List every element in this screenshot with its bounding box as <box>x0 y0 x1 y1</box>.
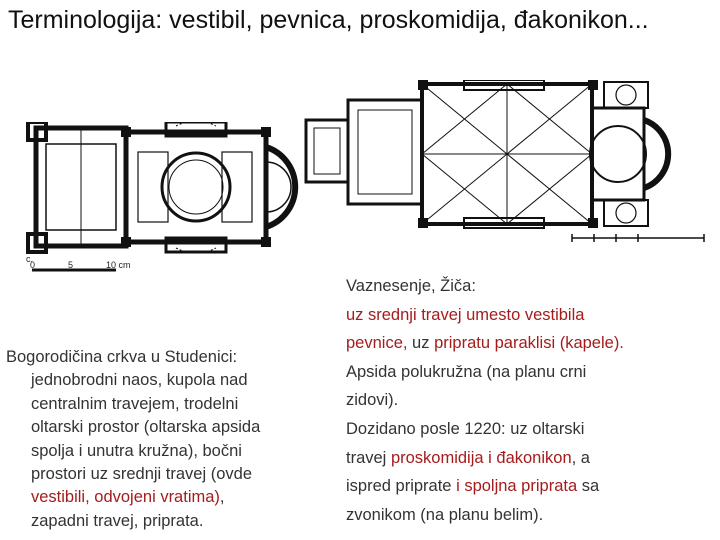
zica-caption-text: ispred priprate <box>346 477 457 496</box>
zica-caption-text: Dozidano posle 1220: <box>346 419 511 438</box>
zica-caption-line <box>346 386 624 415</box>
studenica-caption-text: centralnim travejem, trodelni <box>31 394 239 413</box>
zica-caption-text: Apsida polukružna (na planu crni <box>346 362 587 381</box>
studenica-caption-text: jednobrodni naos, kupola nad <box>31 371 248 390</box>
studenica-caption-line <box>6 393 260 416</box>
studenica-caption-line <box>6 369 260 392</box>
zica-caption-line <box>346 415 624 444</box>
zica-caption-text: pripratu paraklisi (kapele). <box>434 334 624 353</box>
scale-label-0: 0 <box>30 260 36 270</box>
zica-caption-line <box>346 301 624 330</box>
slide-title: Terminologija: vestibil, pevnica, proskomidija, đakonikon... <box>8 6 649 34</box>
studenica-caption-text: zapadni travej, priprata. <box>31 511 204 530</box>
studenica-floor-plan <box>26 122 308 280</box>
zica-caption-text: zidovi). <box>346 391 399 410</box>
plan-marker-label: c. <box>26 254 34 264</box>
scale-label-5: 5 <box>68 260 74 270</box>
zica-caption-text: zvonikom (na planu belim). <box>346 505 544 524</box>
studenica-caption-line <box>6 440 260 463</box>
studenica-caption-text: prostori uz srednji travej (ovde <box>31 465 253 484</box>
zica-caption-line <box>346 501 624 530</box>
zica-caption-line <box>346 272 624 301</box>
zica-floor-plan <box>304 80 716 248</box>
zica-caption-line <box>346 329 624 358</box>
studenica-caption-text: spolja i unutra kružna), bočni <box>31 441 242 460</box>
studenica-caption-text: , <box>219 488 225 507</box>
studenica-caption-line <box>6 463 260 486</box>
zica-caption-text: i spoljna priprata <box>456 477 578 496</box>
zica-caption-text: , a <box>571 448 590 467</box>
zica-caption-text: travej <box>346 448 391 467</box>
studenica-caption-text: vestibili, odvojeni vratima) <box>31 488 220 507</box>
studenica-caption-line <box>6 510 260 533</box>
studenica-caption-text: Bogorodičina crkva u Studenici: <box>6 348 238 366</box>
zica-caption-text: uz <box>412 334 435 353</box>
zica-caption-line <box>346 444 624 473</box>
zica-caption <box>346 272 624 529</box>
studenica-caption-text: oltarski prostor (oltarska apsida <box>31 418 261 437</box>
zica-caption-text: sa <box>577 477 600 496</box>
zica-caption-text: Vaznesenje, Žiča: <box>346 277 476 295</box>
studenica-caption-line <box>6 346 260 369</box>
zica-caption-text: pevnice, <box>346 334 413 353</box>
scale-label-10: 10 cm <box>106 260 131 270</box>
studenica-caption-line <box>6 416 260 439</box>
zica-caption-text: uz srednji travej umesto vestibila <box>346 305 585 324</box>
studenica-caption-line <box>6 486 260 509</box>
zica-caption-line <box>346 358 624 387</box>
zica-caption-text: proskomidija i đakonikon <box>390 448 572 467</box>
zica-caption-line <box>346 472 624 501</box>
zica-caption-text: uz oltarski <box>510 419 585 438</box>
studenica-caption <box>6 346 260 533</box>
